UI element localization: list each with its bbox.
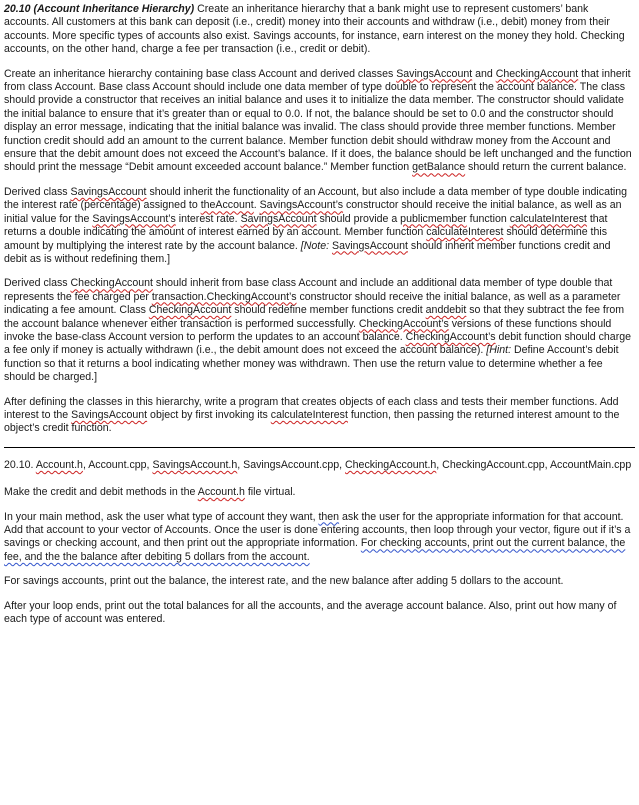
checking-account-paragraph: Derived class CheckingAccount should inherit from base class Account and include an additional data member of type double that represents the fee charged per transaction.CheckingAccount’s constructor should receive the initial balance, as well as a parameter indicating a fee amount. Class CheckingAccount should redefine member functions credit anddebit so that they subtract the fee from the account balance whenever either transaction is performed successfully. CheckingAccount’s versions of these functions should invoke the base-class Account version to perform the updates to an account balance. CheckingAccount’s debit function should charge a fee only if money is actually withdrawn (i.e., the debit amount does not exceed the account balance). [Hint: Define Account’s debit function so that it returns a bool indicating whether money was withdrawn. Then use the return value to determine whether a fee should be charged.] [4, 277, 632, 384]
base-class-paragraph: Create an inheritance hierarchy containing base class Account and derived classes SavingsAccount and CheckingAccount that inherit from class Account. Base class Account should include one data member of type double to represent the account balance. The class should provide a constructor that receives an initial balance and uses it to initialize the data member. The constructor should validate the initial balance to ensure that it’s greater than or equal to 0.0. If not, the balance should be set to 0.0 and the constructor should display an error message, indicating that the initial balance was invalid. The class should provide three member functions. Member function credit should add an amount to the current balance. Member function debit should withdraw money from the Account and ensure that the debit amount does not exceed the Account’s balance. If it does, the balance should be left unchanged and the function should print the message “Debit amount exceeded account balance.” Member function getBalance should return the current balance. [4, 67, 632, 174]
file-list: 20.10. Account.h, Account.cpp, SavingsAccount.h, SavingsAccount.cpp, CheckingAccount.h, CheckingAccount.cpp, AccountMain.cpp [4, 458, 632, 471]
summary-paragraph: After your loop ends, print out the total balances for all the accounts, and the average account balance. Also, print out how many of each type of account was entered. [4, 599, 617, 626]
test-program-paragraph: After defining the classes in this hierarchy, write a program that creates objects of each class and tests their member functions. Add interest to the SavingsAccount object by first invoking its calculateInterest function, then passing the returned interest amount to the object’s credit function. [4, 395, 620, 435]
exercise-heading: 20.10 (Account Inheritance Hierarchy) [4, 3, 195, 15]
section-divider [4, 447, 635, 448]
savings-output-paragraph: For savings accounts, print out the balance, the interest rate, and the new balance after adding 5 dollars to the account. [4, 575, 564, 588]
savings-account-paragraph: Derived class SavingsAccount should inherit the functionality of an Account, but also include a data member of type double indicating the interest rate (percentage) assigned to theAccount. SavingsAccount’s constructor should receive the initial balance, as well as an initial value for the SavingsAccount’s interest rate. SavingsAccount should provide a publicmember function calculateInterest that returns a double indicating the amount of interest earned by an account. Member function calculateInterest should determine this amount by multiplying the interest rate by the account balance. [Note: SavingsAccount should inherit member functions credit and debit as is without redefining them.] [4, 185, 628, 265]
virtual-methods-paragraph: Make the credit and debit methods in the Account.h file virtual. [4, 486, 296, 499]
exercise-intro-paragraph: 20.10 (Account Inheritance Hierarchy) Create an inheritance hierarchy that a bank might use to represent customers’ bank accounts. All customers at this bank can deposit (i.e., credit) money into their accounts and withdraw (i.e., debit) money from their accounts. More specific types of accounts also exist. Savings accounts, for instance, earn interest on the money they hold. Checking accounts, on the other hand, charge a fee per transaction (i.e., credit or debit). [4, 3, 625, 56]
main-method-paragraph: In your main method, ask the user what type of account they want, then ask the user for the appropriate information for that account. Add that account to your vector of Accounts. Once the user is done entering accounts, then loop through your vector, figure out if it’s a savings or checking account, and then print out the appropriate information. For checking accounts, print out the current balance, the fee, and the the balance after debiting 5 dollars from the account. [4, 510, 631, 563]
